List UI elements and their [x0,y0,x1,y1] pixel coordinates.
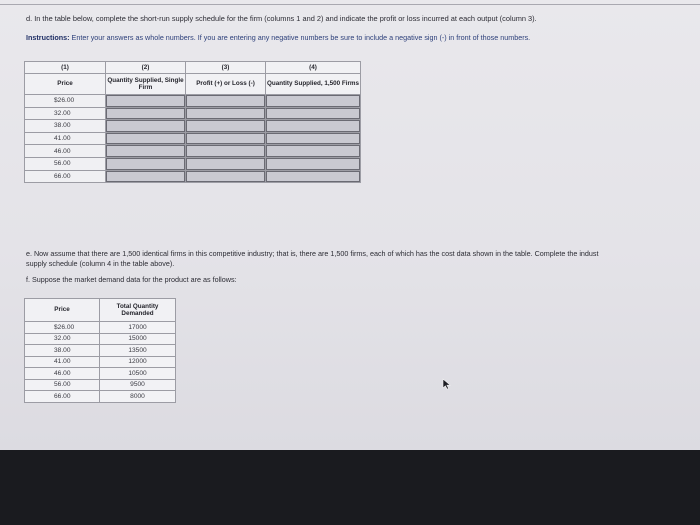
header-qty-single-firm: Quantity Supplied, Single Firm [106,74,186,95]
table-row [25,322,176,334]
table-row [25,145,361,158]
market-demand-table [24,298,176,403]
col-number-4: (4) [266,62,361,74]
table-row [25,379,176,391]
profit-loss-input[interactable] [186,107,266,120]
table-row [25,107,361,120]
table-row [25,356,176,368]
table-row [25,170,361,183]
instructions-body: Enter your answers as whole numbers. If you are entering any negative numbers be sure to include a negative sign (-) in front of those numbers. [69,33,531,42]
price-cell: 38.00 [25,345,100,357]
header-price: Price [25,74,106,95]
qty-1500-firms-input[interactable] [266,170,361,183]
table-row [25,368,176,380]
price-cell: 38.00 [25,120,106,133]
qty-1500-firms-input[interactable] [266,107,361,120]
question-d-text: d. In the table below, complete the short-run supply schedule for the firm (columns 1 and 2) and indicate the profit or loss incurred at each output (column 3). [26,14,537,23]
table-row [25,132,361,145]
qty-cell: 12000 [100,356,176,368]
price-cell: 66.00 [25,170,106,183]
price-cell: 46.00 [25,368,100,380]
table-row [25,333,176,345]
qty-1500-firms-input[interactable] [266,145,361,158]
qty-cell: 9500 [100,379,176,391]
question-e-text [26,249,599,268]
qty-cell: 17000 [100,322,176,334]
qty-cell: 10500 [100,368,176,380]
qty-single-firm-input[interactable] [106,95,186,108]
col-number-2: (2) [106,62,186,74]
mouse-pointer-icon [442,378,452,390]
qty-1500-firms-input[interactable] [266,120,361,133]
price-cell: $26.00 [25,322,100,334]
qty-single-firm-input[interactable] [106,145,186,158]
qty-cell: 8000 [100,391,176,403]
price-cell: 46.00 [25,145,106,158]
profit-loss-input[interactable] [186,132,266,145]
supply-schedule-table [24,61,361,183]
header-qty-1500-firms: Quantity Supplied, 1,500 Firms [266,74,361,95]
price-cell: 32.00 [25,333,100,345]
question-e-line-2: supply schedule (column 4 in the table above). [26,258,175,268]
question-e-line-1: e. Now assume that there are 1,500 identical firms in this competitive industry; that is, there are 1,500 firms, each of which has the cost data shown in the table. Complete the indust [26,249,599,258]
table-row [25,95,361,108]
price-cell: 32.00 [25,107,106,120]
price-cell: 66.00 [25,391,100,403]
qty-single-firm-input[interactable] [106,132,186,145]
qty-1500-firms-input[interactable] [266,132,361,145]
col-number-1: (1) [25,62,106,74]
header-profit-loss: Profit (+) or Loss (-) [186,74,266,95]
instructions-label: Instructions: [26,33,70,42]
profit-loss-input[interactable] [186,95,266,108]
qty-single-firm-input[interactable] [106,157,186,170]
header-total-qty-demanded: Total Quantity Demanded [100,299,176,322]
qty-cell: 13500 [100,345,176,357]
price-cell: 41.00 [25,132,106,145]
profit-loss-input[interactable] [186,170,266,183]
question-f-text: f. Suppose the market demand data for the product are as follows: [26,275,237,284]
instructions-text [26,33,530,42]
qty-1500-firms-input[interactable] [266,157,361,170]
table-row [25,345,176,357]
qty-1500-firms-input[interactable] [266,95,361,108]
price-cell: $26.00 [25,95,106,108]
profit-loss-input[interactable] [186,120,266,133]
table-row [25,157,361,170]
price-cell: 56.00 [25,379,100,391]
price-cell: 56.00 [25,157,106,170]
col-number-3: (3) [186,62,266,74]
table-row [25,120,361,133]
header-price: Price [25,299,100,322]
price-cell: 41.00 [25,356,100,368]
profit-loss-input[interactable] [186,157,266,170]
profit-loss-input[interactable] [186,145,266,158]
qty-single-firm-input[interactable] [106,120,186,133]
qty-single-firm-input[interactable] [106,107,186,120]
top-divider [0,4,700,5]
table-row [25,391,176,403]
qty-cell: 15000 [100,333,176,345]
qty-single-firm-input[interactable] [106,170,186,183]
